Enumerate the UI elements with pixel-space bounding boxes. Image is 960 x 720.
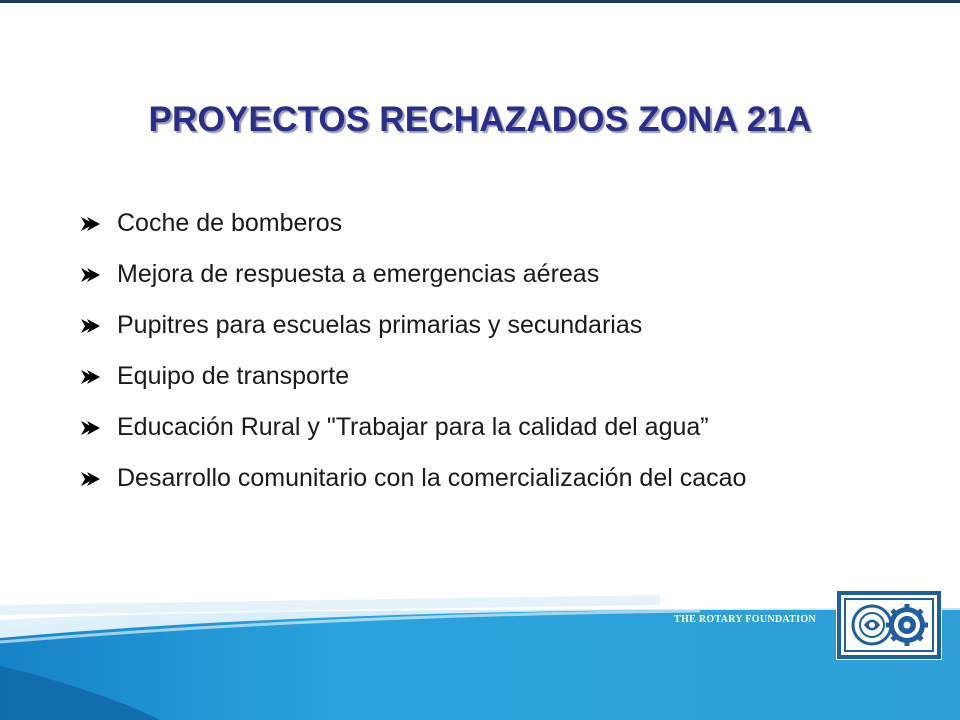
arrow-bullet-icon bbox=[80, 216, 100, 232]
list-item bbox=[80, 463, 868, 493]
list-item bbox=[80, 412, 868, 442]
slide-title: PROYECTOS RECHAZADOS ZONA 21A bbox=[148, 100, 812, 139]
arrow-bullet-icon bbox=[80, 420, 100, 436]
list-item-text: Coche de bomberos bbox=[117, 209, 343, 237]
bullet-list bbox=[80, 208, 868, 514]
list-item bbox=[80, 259, 868, 289]
rotary-foundation-logo-icon bbox=[836, 590, 942, 660]
footer-wave-band bbox=[0, 580, 960, 720]
arrow-bullet-icon bbox=[80, 318, 100, 334]
list-item bbox=[80, 361, 868, 391]
list-item-text: Equipo de transporte bbox=[117, 362, 350, 390]
arrow-bullet-icon bbox=[80, 471, 100, 487]
list-item bbox=[80, 310, 868, 340]
foundation-label: THE ROTARY FOUNDATION bbox=[674, 614, 816, 625]
list-item bbox=[80, 208, 868, 238]
arrow-bullet-icon bbox=[80, 369, 100, 385]
list-item-text: Mejora de respuesta a emergencias aéreas bbox=[117, 260, 600, 288]
top-border bbox=[0, 0, 960, 3]
list-item-text: Pupitres para escuelas primarias y secundarias bbox=[117, 311, 643, 339]
list-item-text: Educación Rural y "Trabajar para la calidad del agua” bbox=[117, 413, 709, 441]
arrow-bullet-icon bbox=[80, 267, 100, 283]
list-item-text: Desarrollo comunitario con la comercialización del cacao bbox=[117, 464, 747, 492]
